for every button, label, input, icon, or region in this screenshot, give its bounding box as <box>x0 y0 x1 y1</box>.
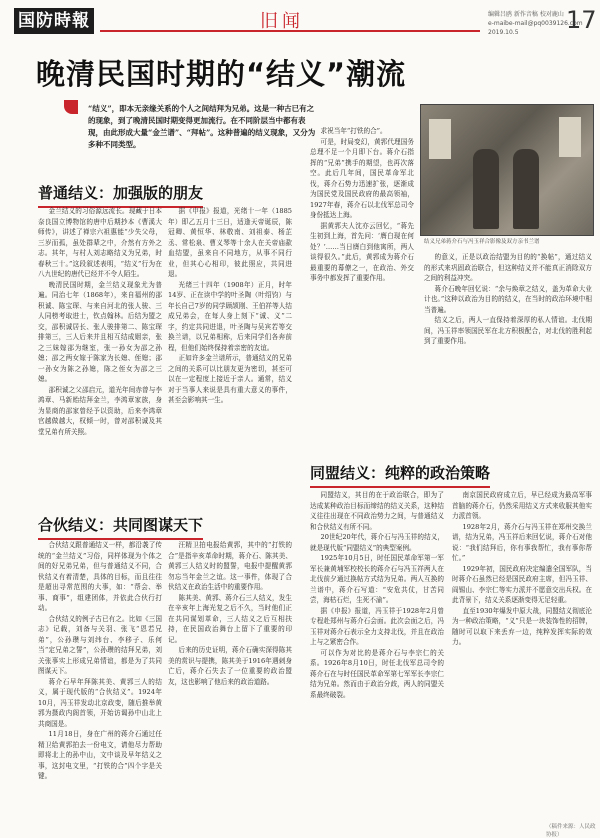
paragraph: 后来的历史证明，蒋介石确实深得陈其美的赏识与提携，陈其美于1916年遇刺身亡后，蒋介石失去了一位重要的政治盟友，这也影响了他后来的政治道路。 <box>168 646 292 686</box>
paragraph: 蒋介石早年拜陈其美、黄郛三人的结义，属于现代版的“合伙结义”。1924年10月，冯玉祥发动北京政变，随后推举黄郛为摄政内阁首领，开始访谒孙中山北上共商国是。 <box>38 677 162 728</box>
paragraph: 据黄郛夫人沈亦云回忆，“蒋先生初到上海，首先问：‘膺白现在何处？’……当日膺白到他寓所，两人谈得很久。”此后，黄郛成为蒋介石最重要的幕僚之一，在政治、外交事务中都发挥了重要作用。 <box>310 221 414 282</box>
person-figure-left <box>473 149 499 229</box>
paragraph: 11月18日，身在广州的蒋介石通过任精卫给黄郛拍去一份电文，请他尽力帮助即将北上的孙中山，文中谈及早年结义之事，这封电文里，“打铁的合”四个字是关键。 <box>38 730 162 780</box>
section-name: 旧闻 <box>260 11 304 32</box>
section-heading-ordinary: 普通结义：加强版的朋友 <box>38 182 203 208</box>
source-note: （稿件来源：人民政协报） <box>546 824 596 838</box>
paragraph: 求祝当年“打铁的合”。 <box>320 127 387 135</box>
paragraph: 的意义，正是以政治结盟为目的的“换帖”，通过结义的形式来巩固政治联合，但这种结义并不能真正消除双方之间的利益冲突。 <box>424 253 592 282</box>
editor-credit: 编辑吕鸥 新作音稿 校对鹿山 <box>488 11 564 18</box>
paragraph: 蒋介石晚年回忆说：“余与焕章之结义，盖为革命大业计也。”这种以政治为目的的结义，在当时的政治环境中相当普遍。 <box>424 284 592 314</box>
section-heading-partnership: 合伙结义：共同图谋天下 <box>38 514 203 540</box>
orchid-record-scroll-right <box>559 117 581 157</box>
column-4-bottom <box>452 490 592 815</box>
issue-date: 2019.10.5 <box>488 29 519 36</box>
paragraph: 合伙结义的例子古已有之。比如《三国志》记载，刘备与关羽、张飞“恩若兄弟”，公孙瓒与刘纬台、李移子、乐何当“定兄弟之誓”，公孙瓒的结拜兄弟，刘关张事实上形成兄弟情谊，都是为了共同图谋天下。 <box>38 614 162 675</box>
paragraph: 据《申报》报道，冯玉祥于1928年2月曾专程赴郑州与蒋介石会面。此次会面之后，冯玉祥对蒋介石表示全力支持北伐，并且在政治上与之紧密合作。 <box>310 606 444 646</box>
paragraph: 据《申报》报道，光绪十一年（1885年）即乙五月十三日，适逢天帝诞辰，陈冠卿、黄恒华、林敬南、刘祖泰、杨芷丞、常松泉、曹义琴等十余人在关帝庙歃血结盟，虽来自不同地方，从事不同行业，但其心心相印，彼此照应，共同进退。 <box>168 207 292 278</box>
page-number: 17 <box>566 6 597 34</box>
masthead <box>0 0 600 44</box>
paragraph: 陈其美、黄郛、蒋介石三人结义，发生在辛亥年上海光复之后不久，当时他们正在共同谋划革命，三人结义之后互相扶持，在民国政治舞台上留下了重要的印记。 <box>168 593 292 644</box>
paragraph: 可是，时局变幻，黄郛代理国务总理不足一个月即下台。蒋介石指挥的“兄弟”携手的期望，也再次落空。此后几年间，国民革命军北伐，蒋介石势力迅速扩张，逐渐成为国民党及国民政府的最高领袖，1927年春，蒋介石以北伐军总司令身份抵达上海。 <box>310 137 414 219</box>
paragraph: 汪精卫拍电报给黄郛，其中的“打铁的合”是指辛亥革命时期，蒋介石、陈其美、黄郛三人结义时的盟誓，电报中提醒黄郛勿忘当年金兰之谊。这一事件，体现了合伙结义在政治生活中的重要作用。 <box>168 541 292 591</box>
paragraph: 正如许多金兰谱所示，普通结义的兄弟之间的关系可以比朋友更为密切，甚至可以在一定程度上接近于亲人。通常，结义对于当事人来说是具有重大意义的事件，甚至会影响其一生。 <box>168 354 292 404</box>
photo-caption: 结义兄弟蒋介石与冯玉祥合影像及双方亲书兰谱 <box>424 239 540 245</box>
column-1-bottom <box>38 540 162 815</box>
paragraph: 1925年10月5日，时任国民革命军第一军军长兼黄埔军校校长的蒋介石与冯玉祥两人在北伐前夕通过换帖方式结为兄弟。两人互换的兰谱中，蒋介石写道：“安危共仗，甘苦同尝，海枯石烂，生死不渝”。 <box>310 554 444 604</box>
column-2-top <box>168 206 292 506</box>
paragraph: 南京国民政府成立后，早已经成为最高军事首脑的蒋介石，仍然采用结义方式来收服其他实力派首领。 <box>452 491 592 520</box>
orchid-record-scroll-left <box>429 119 451 159</box>
paragraph: 晚清民国时期，金兰结义现象尤为普遍。同治七年（1868年），来自福州的邵积诚、陈宝琛、与来自河北的张人骏、三人同榜考取进士，钦点翰林。后结为盟之交，邵积诚居长、张人骏排第二、陈宝琛排第三，三人后来并且相互结成姻亲，张之三妹嫁邵为继室，张一孙女为邵之孙媳；邵之两女嫁于陈家为长媳、侄媳；邵一孙女为陈之孙媳，陈之侄女为邵之三媳。 <box>38 280 162 383</box>
paragraph: 20世纪20年代，蒋介石与冯玉祥的结义，就是现代版“同盟结义”的典型案例。 <box>310 533 444 552</box>
historical-photo <box>420 104 594 236</box>
paragraph: 1929年初，国民政府决定编遣全国军队，当时蒋介石虽然已经是国民政府主席，但冯玉祥、阎锡山、李宗仁等实力派并不愿意交出兵权。在此背景下，结义关系逐渐变得无足轻重。 <box>452 564 592 604</box>
paragraph: 同盟结义，其目的在于政治联合，即为了达成某种政治目标而缔结的结义关系，这种结义往往出现在不同政治势力之间，与普通结义和合伙结义有所不同。 <box>310 491 444 531</box>
column-2-bottom <box>168 540 292 815</box>
paragraph: 光绪三十四年（1908年）正月，时年14岁、正在读中学的叶圣陶（叶绍钧）与年长自己7岁的同学顾颉刚、王伯祥等人结成兄弟会，在每人身上刻下“诚、义”二字，约定共同进退，叶圣陶与吴宾若等交换兰谱，以兄弟相称，后来同学们各奔前程，但他们始终保持着亲密的友谊。 <box>168 280 292 352</box>
page-title: 晚清民国时期的“结义”潮流 <box>36 57 407 91</box>
newspaper-brand-logo: 国防時報 <box>14 8 94 34</box>
column-3-bottom <box>310 490 444 815</box>
paragraph: 合伙结义跟普通结义一样，都沿袭了传统的“金兰结义”习俗，同样体现为个体之间的好兄弟兄弟，但与普通结义不同，合伙结义有着清楚，具体的目标，而且往往是超出寻常范围的大事，如：“帮会、举事、商事”，组建团体，并依此合伙行打动。 <box>38 541 162 612</box>
paragraph: 可以作为对比的是蒋介石与李宗仁的关系。1926年8月10日，时任北伐军总司令的蒋介石在与时任国民革命军第七军军长李宗仁结为兄弟。然而由于政治分歧，两人的同盟关系最终破裂。 <box>310 648 444 699</box>
person-figure-right <box>513 149 539 229</box>
paragraph: 1928年2月，蒋介石与冯玉祥在郑州交换兰谱，结为兄弟，冯玉祥后来回忆说，蒋介石对他说：“我们结拜后，你有事我帮忙，我有事你帮忙。” <box>452 522 592 562</box>
paragraph: 结义之后，两人一直保持着深厚的私人情谊。北伐期间，冯玉祥率领国民军在北方积极配合，对北伐的胜利起到了重要作用。 <box>424 316 592 345</box>
paragraph: 金兰结义的习俗源远流长。现藏于日本奈良国立博物馆的唐中后期抄本《曹溪大师传》，讲述了禅宗六祖惠能“少失父母，三岁而孤，虽处群辈之中，介然有方外之志。其年，与村人刘志略结义为兄弟，时春秋三十。”这段叙述表明，“结义”行为在八九世纪的唐代已经并不令人陌生。 <box>38 207 162 278</box>
column-3-top <box>310 126 414 456</box>
editor-email: e-maibe-mail@pq0039126.com <box>488 20 583 27</box>
column-4-top <box>424 252 592 456</box>
column-1-top <box>38 206 162 506</box>
section-heading-alliance: 同盟结义：纯粹的政治策略 <box>310 462 490 488</box>
quote-mark-icon <box>64 100 78 114</box>
paragraph: 直至1930年爆发中原大战，同盟结义彻底沦为一种政治策略，“义”只是一块装饰性的招牌，随时可以取下来丢弃一边，纯粹发挥实际的效力。 <box>452 606 592 646</box>
paragraph: 邵积诚之父邵启元，道光年间赤曾与李鸿章、马新贻结拜金兰，李鸿章家族，身为显商的邵家曾经予以资助，后来李鸿章官越做越大，权倾一时，曾对邵积诚及其堂兄弟有所关照。 <box>38 385 162 436</box>
article-lead: “结义”，即本无亲缘关系的个人之间结拜为兄弟。这是一种古已有之的现象，到了晚清民国时期变得更加流行。在不同阶层当中都有表现，由此形成大量“金兰谱”、“拜帖”。这种普遍的结义现象，又分为多种不同类型。 <box>88 104 316 149</box>
